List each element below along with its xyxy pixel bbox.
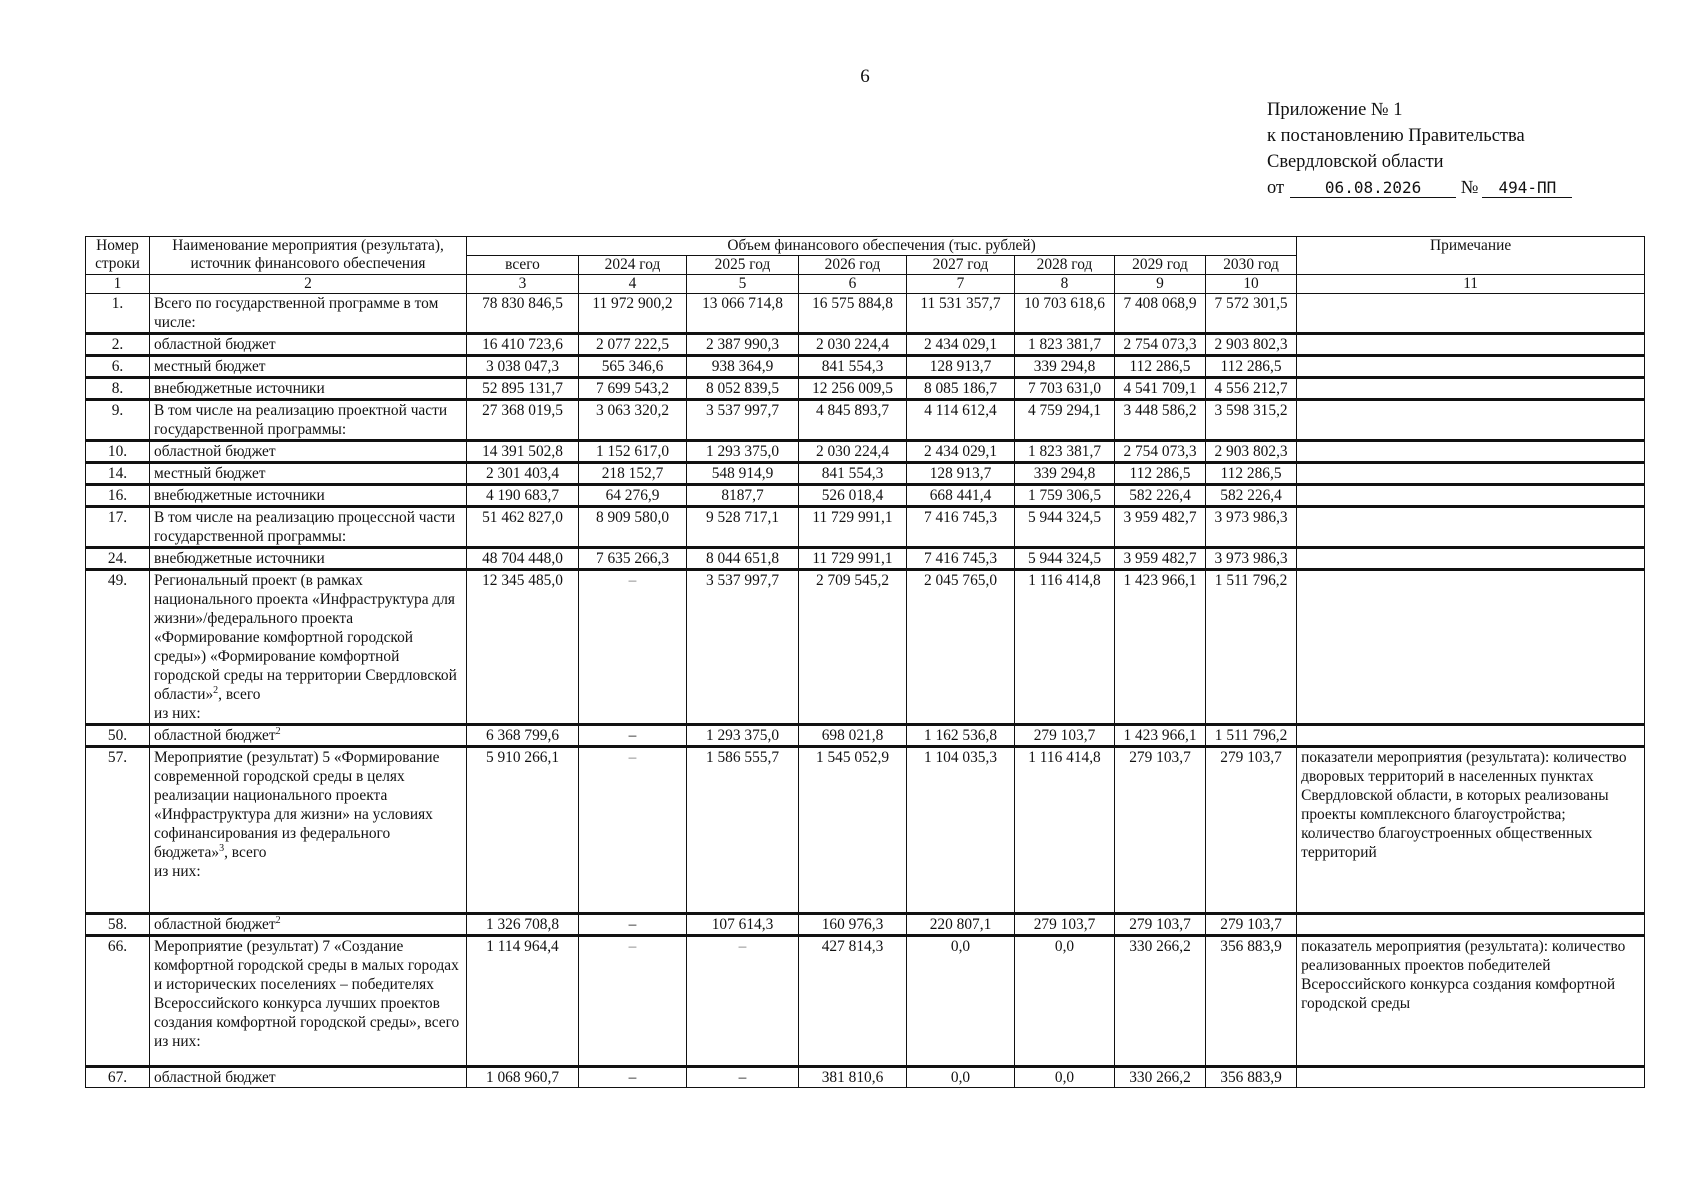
row-name-cell <box>150 570 467 725</box>
value-cell: 3 038 047,3 <box>467 356 579 378</box>
row-name-cell <box>150 441 467 463</box>
value-cell: – <box>579 725 687 747</box>
column-index: 7 <box>907 275 1015 294</box>
table-row <box>86 936 1645 1067</box>
decree-date: 06.08.2026 <box>1290 179 1456 198</box>
value-cell: 10 703 618,6 <box>1015 294 1115 334</box>
value-cell: 548 914,9 <box>687 463 799 485</box>
value-cell: 3 537 997,7 <box>687 400 799 441</box>
row-note <box>1297 294 1645 334</box>
value-cell: 938 364,9 <box>687 356 799 378</box>
row-note: показатели мероприятия (результата): количество дворовых территорий в населенных пунктах Свердловской области, в которых реализованы проекты комплексного благоустройства; количество благоустроенных общественных территорий <box>1297 747 1645 914</box>
value-cell: 1 293 375,0 <box>687 441 799 463</box>
table-row <box>86 356 1645 378</box>
value-cell: 279 103,7 <box>1015 914 1115 936</box>
value-cell: 2 030 224,4 <box>799 334 907 356</box>
row-number: 8. <box>86 378 150 400</box>
row-name: внебюджетные источники <box>154 487 325 504</box>
value-cell: 3 959 482,7 <box>1115 507 1206 548</box>
value-cell: 27 368 019,5 <box>467 400 579 441</box>
value-cell: 7 416 745,3 <box>907 507 1015 548</box>
row-note <box>1297 463 1645 485</box>
value-cell: 8187,7 <box>687 485 799 507</box>
value-cell: 16 575 884,8 <box>799 294 907 334</box>
value-cell: 7 703 631,0 <box>1015 378 1115 400</box>
value-cell: 582 226,4 <box>1115 485 1206 507</box>
value-cell: – <box>687 936 799 1067</box>
value-cell: 0,0 <box>1015 936 1115 1067</box>
column-index: 10 <box>1206 275 1297 294</box>
row-name-cell <box>150 463 467 485</box>
value-cell: 5 944 324,5 <box>1015 548 1115 570</box>
row-name-cell <box>150 294 467 334</box>
row-note <box>1297 356 1645 378</box>
value-cell: 11 729 991,1 <box>799 507 907 548</box>
value-cell: 64 276,9 <box>579 485 687 507</box>
row-number: 57. <box>86 747 150 914</box>
column-index: 6 <box>799 275 907 294</box>
value-cell: 330 266,2 <box>1115 1067 1206 1088</box>
value-cell: 1 116 414,8 <box>1015 570 1115 725</box>
row-name: областной бюджет <box>154 916 276 933</box>
row-note <box>1297 725 1645 747</box>
row-number: 16. <box>86 485 150 507</box>
row-note: показатель мероприятия (результата): количество реализованных проектов победителей Всероссийского конкурса создания комфортной городской среды <box>1297 936 1645 1067</box>
value-cell: 2 045 765,0 <box>907 570 1015 725</box>
value-cell: 356 883,9 <box>1206 936 1297 1067</box>
value-cell: 1 104 035,3 <box>907 747 1015 914</box>
value-cell: 1 823 381,7 <box>1015 334 1115 356</box>
value-cell: – <box>579 914 687 936</box>
header-year-2025: 2025 год <box>687 256 799 275</box>
value-cell: – <box>579 570 687 725</box>
value-cell: 279 103,7 <box>1015 725 1115 747</box>
row-name: Мероприятие (результат) 5 «Формирование современной городской среды в целях реализации национального проекта «Инфраструктура для жизни» на условиях софинансирования из федерального бюджета» <box>154 749 440 861</box>
row-note <box>1297 548 1645 570</box>
table-row <box>86 334 1645 356</box>
row-name: внебюджетные источники <box>154 550 325 567</box>
row-number: 66. <box>86 936 150 1067</box>
value-cell: 8 085 186,7 <box>907 378 1015 400</box>
value-cell: 112 286,5 <box>1115 356 1206 378</box>
value-cell: 3 448 586,2 <box>1115 400 1206 441</box>
row-name: местный бюджет <box>154 358 266 375</box>
value-cell: 4 541 709,1 <box>1115 378 1206 400</box>
value-cell: 0,0 <box>1015 1067 1115 1088</box>
value-cell: 4 190 683,7 <box>467 485 579 507</box>
row-name: внебюджетные источники <box>154 380 325 397</box>
row-name: областной бюджет <box>154 443 276 460</box>
value-cell: 1 423 966,1 <box>1115 725 1206 747</box>
value-cell: 3 063 320,2 <box>579 400 687 441</box>
value-cell: 2 709 545,2 <box>799 570 907 725</box>
column-index: 2 <box>150 275 467 294</box>
column-index: 11 <box>1297 275 1645 294</box>
row-name-cell <box>150 936 467 1067</box>
value-cell: 107 614,3 <box>687 914 799 936</box>
row-name-cell <box>150 334 467 356</box>
value-cell: 4 556 212,7 <box>1206 378 1297 400</box>
value-cell: 11 531 357,7 <box>907 294 1015 334</box>
table-row <box>86 485 1645 507</box>
value-cell: 8 044 651,8 <box>687 548 799 570</box>
header-year-2028: 2028 год <box>1015 256 1115 275</box>
value-cell: 7 416 745,3 <box>907 548 1015 570</box>
row-number: 1. <box>86 294 150 334</box>
row-name-tail: , всего <box>224 844 267 861</box>
value-cell: 1 326 708,8 <box>467 914 579 936</box>
value-cell: 7 635 266,3 <box>579 548 687 570</box>
value-cell: 7 699 543,2 <box>579 378 687 400</box>
value-cell: 1 545 052,9 <box>799 747 907 914</box>
value-cell: 2 754 073,3 <box>1115 441 1206 463</box>
table-row <box>86 378 1645 400</box>
row-name: Всего по государственной программе в том числе: <box>154 295 439 331</box>
value-cell: 0,0 <box>907 936 1015 1067</box>
row-name: Региональный проект (в рамках национального проекта «Инфраструктура для жизни»/федерального проекта «Формирование комфортной городской среды») «Формирование комфортной городской среды на территории Свердловской области» <box>154 572 457 703</box>
footnote-mark: 2 <box>213 684 219 696</box>
column-index: 4 <box>579 275 687 294</box>
value-cell: 668 441,4 <box>907 485 1015 507</box>
row-note <box>1297 441 1645 463</box>
appendix-line-3: Свердловской области <box>1267 152 1444 172</box>
row-name-cell <box>150 914 467 936</box>
value-cell: 9 528 717,1 <box>687 507 799 548</box>
value-cell: 160 976,3 <box>799 914 907 936</box>
value-cell: 279 103,7 <box>1206 914 1297 936</box>
value-cell: 14 391 502,8 <box>467 441 579 463</box>
table-row <box>86 507 1645 548</box>
value-cell: 112 286,5 <box>1115 463 1206 485</box>
appendix-line-2: к постановлению Правительства <box>1267 126 1525 146</box>
row-note <box>1297 334 1645 356</box>
table-row <box>86 1067 1645 1088</box>
value-cell: 6 368 799,6 <box>467 725 579 747</box>
row-note <box>1297 914 1645 936</box>
column-index: 3 <box>467 275 579 294</box>
value-cell: 5 944 324,5 <box>1015 507 1115 548</box>
header-year-2027: 2027 год <box>907 256 1015 275</box>
value-cell: 1 116 414,8 <box>1015 747 1115 914</box>
table-row <box>86 294 1645 334</box>
value-cell: 381 810,6 <box>799 1067 907 1088</box>
table-row <box>86 548 1645 570</box>
row-name-cell <box>150 725 467 747</box>
value-cell: 112 286,5 <box>1206 356 1297 378</box>
value-cell: 2 903 802,3 <box>1206 441 1297 463</box>
value-cell: 7 408 068,9 <box>1115 294 1206 334</box>
row-number: 24. <box>86 548 150 570</box>
row-name: Мероприятие (результат) 7 «Создание комфортной городской среды в малых городах и исторических поселениях – победителях Всероссийского конкурса лучших проектов создания комфортной городской среды», всего <box>154 938 460 1031</box>
column-index: 8 <box>1015 275 1115 294</box>
value-cell: – <box>687 1067 799 1088</box>
value-cell: 3 973 986,3 <box>1206 548 1297 570</box>
value-cell: 1 068 960,7 <box>467 1067 579 1088</box>
value-cell: 2 434 029,1 <box>907 441 1015 463</box>
row-number: 49. <box>86 570 150 725</box>
table-row <box>86 570 1645 725</box>
value-cell: 1 759 306,5 <box>1015 485 1115 507</box>
value-cell: 582 226,4 <box>1206 485 1297 507</box>
value-cell: 356 883,9 <box>1206 1067 1297 1088</box>
row-name-cell <box>150 747 467 914</box>
value-cell: 2 387 990,3 <box>687 334 799 356</box>
value-cell: 2 030 224,4 <box>799 441 907 463</box>
value-cell: 1 511 796,2 <box>1206 725 1297 747</box>
value-cell: 3 537 997,7 <box>687 570 799 725</box>
value-cell: 13 066 714,8 <box>687 294 799 334</box>
value-cell: 12 345 485,0 <box>467 570 579 725</box>
footnote-mark: 3 <box>219 842 225 854</box>
header-year-2024: 2024 год <box>579 256 687 275</box>
value-cell: 1 586 555,7 <box>687 747 799 914</box>
value-cell: 2 903 802,3 <box>1206 334 1297 356</box>
row-name-cell <box>150 548 467 570</box>
value-cell: 51 462 827,0 <box>467 507 579 548</box>
value-cell: 1 511 796,2 <box>1206 570 1297 725</box>
value-cell: 565 346,6 <box>579 356 687 378</box>
row-name-cell <box>150 356 467 378</box>
value-cell: 1 293 375,0 <box>687 725 799 747</box>
footnote-mark: 2 <box>275 725 281 737</box>
value-cell: 16 410 723,6 <box>467 334 579 356</box>
value-cell: 11 729 991,1 <box>799 548 907 570</box>
row-note <box>1297 507 1645 548</box>
footnote-mark: 2 <box>275 914 281 926</box>
row-number: 6. <box>86 356 150 378</box>
row-note <box>1297 570 1645 725</box>
value-cell: 1 114 964,4 <box>467 936 579 1067</box>
value-cell: 526 018,4 <box>799 485 907 507</box>
row-note <box>1297 1067 1645 1088</box>
value-cell: 279 103,7 <box>1115 747 1206 914</box>
appendix-date-line <box>1267 175 1572 201</box>
table-row <box>86 463 1645 485</box>
value-cell: 11 972 900,2 <box>579 294 687 334</box>
row-number: 9. <box>86 400 150 441</box>
row-note <box>1297 400 1645 441</box>
row-name: областной бюджет <box>154 727 276 744</box>
value-cell: 4 759 294,1 <box>1015 400 1115 441</box>
row-name: областной бюджет <box>154 336 276 353</box>
table-body <box>86 275 1645 1088</box>
value-cell: 7 572 301,5 <box>1206 294 1297 334</box>
value-cell: 427 814,3 <box>799 936 907 1067</box>
value-cell: 220 807,1 <box>907 914 1015 936</box>
row-name: областной бюджет <box>154 1069 276 1086</box>
table-row <box>86 400 1645 441</box>
row-name-cell <box>150 400 467 441</box>
value-cell: 2 754 073,3 <box>1115 334 1206 356</box>
decree-number: 494-ПП <box>1482 179 1572 198</box>
appendix-block <box>1267 97 1572 201</box>
value-cell: 698 021,8 <box>799 725 907 747</box>
value-cell: 3 973 986,3 <box>1206 507 1297 548</box>
row-note <box>1297 378 1645 400</box>
value-cell: 2 077 222,5 <box>579 334 687 356</box>
value-cell: 2 434 029,1 <box>907 334 1015 356</box>
value-cell: 4 845 893,7 <box>799 400 907 441</box>
financing-table <box>85 236 1645 1088</box>
column-index-row <box>86 275 1645 294</box>
table-row <box>86 725 1645 747</box>
value-cell: 3 598 315,2 <box>1206 400 1297 441</box>
value-cell: 339 294,8 <box>1015 356 1115 378</box>
row-note <box>1297 485 1645 507</box>
column-index: 5 <box>687 275 799 294</box>
row-name-cell <box>150 1067 467 1088</box>
from-label: от <box>1267 178 1285 198</box>
row-name: В том числе на реализацию процессной части государственной программы: <box>154 509 456 545</box>
header-year-2026: 2026 год <box>799 256 907 275</box>
table-row <box>86 747 1645 914</box>
value-cell: 78 830 846,5 <box>467 294 579 334</box>
value-cell: 8 909 580,0 <box>579 507 687 548</box>
value-cell: 3 959 482,7 <box>1115 548 1206 570</box>
value-cell: 8 052 839,5 <box>687 378 799 400</box>
row-subnote: из них: <box>154 863 201 880</box>
header-name: Наименование мероприятия (результата), источник финансового обеспечения <box>150 237 467 275</box>
header-total: всего <box>467 256 579 275</box>
table-row <box>86 914 1645 936</box>
number-label: № <box>1460 178 1479 198</box>
row-number: 2. <box>86 334 150 356</box>
header-year-2029: 2029 год <box>1115 256 1206 275</box>
row-name-cell <box>150 378 467 400</box>
row-number: 10. <box>86 441 150 463</box>
value-cell: 218 152,7 <box>579 463 687 485</box>
row-number: 58. <box>86 914 150 936</box>
header-year-2030: 2030 год <box>1206 256 1297 275</box>
row-number: 50. <box>86 725 150 747</box>
row-name: местный бюджет <box>154 465 266 482</box>
value-cell: 330 266,2 <box>1115 936 1206 1067</box>
value-cell: 4 114 612,4 <box>907 400 1015 441</box>
row-name-tail: , всего <box>218 686 261 703</box>
value-cell: 12 256 009,5 <box>799 378 907 400</box>
value-cell: 1 423 966,1 <box>1115 570 1206 725</box>
row-number: 67. <box>86 1067 150 1088</box>
row-name-cell <box>150 485 467 507</box>
header-note: Примечание <box>1297 237 1645 275</box>
row-name-cell <box>150 507 467 548</box>
value-cell: 128 913,7 <box>907 356 1015 378</box>
table-row <box>86 441 1645 463</box>
value-cell: 112 286,5 <box>1206 463 1297 485</box>
header-volume: Объем финансового обеспечения (тыс. рублей) <box>467 237 1297 256</box>
header-row-number: Номер строки <box>86 237 150 275</box>
value-cell: 1 152 617,0 <box>579 441 687 463</box>
row-number: 17. <box>86 507 150 548</box>
value-cell: – <box>579 1067 687 1088</box>
row-subnote: из них: <box>154 1033 201 1050</box>
value-cell: 2 301 403,4 <box>467 463 579 485</box>
value-cell: 339 294,8 <box>1015 463 1115 485</box>
value-cell: 0,0 <box>907 1067 1015 1088</box>
value-cell: – <box>579 936 687 1067</box>
value-cell: 1 162 536,8 <box>907 725 1015 747</box>
page-number: 6 <box>860 66 870 87</box>
row-number: 14. <box>86 463 150 485</box>
value-cell: 52 895 131,7 <box>467 378 579 400</box>
value-cell: 48 704 448,0 <box>467 548 579 570</box>
value-cell: – <box>579 747 687 914</box>
appendix-title: Приложение № 1 <box>1267 100 1403 120</box>
value-cell: 5 910 266,1 <box>467 747 579 914</box>
value-cell: 841 554,3 <box>799 356 907 378</box>
value-cell: 841 554,3 <box>799 463 907 485</box>
table-header <box>86 237 1645 275</box>
value-cell: 1 823 381,7 <box>1015 441 1115 463</box>
row-name: В том числе на реализацию проектной части государственной программы: <box>154 402 448 438</box>
value-cell: 128 913,7 <box>907 463 1015 485</box>
column-index: 9 <box>1115 275 1206 294</box>
column-index: 1 <box>86 275 150 294</box>
value-cell: 279 103,7 <box>1206 747 1297 914</box>
value-cell: 279 103,7 <box>1115 914 1206 936</box>
row-subnote: из них: <box>154 705 201 722</box>
